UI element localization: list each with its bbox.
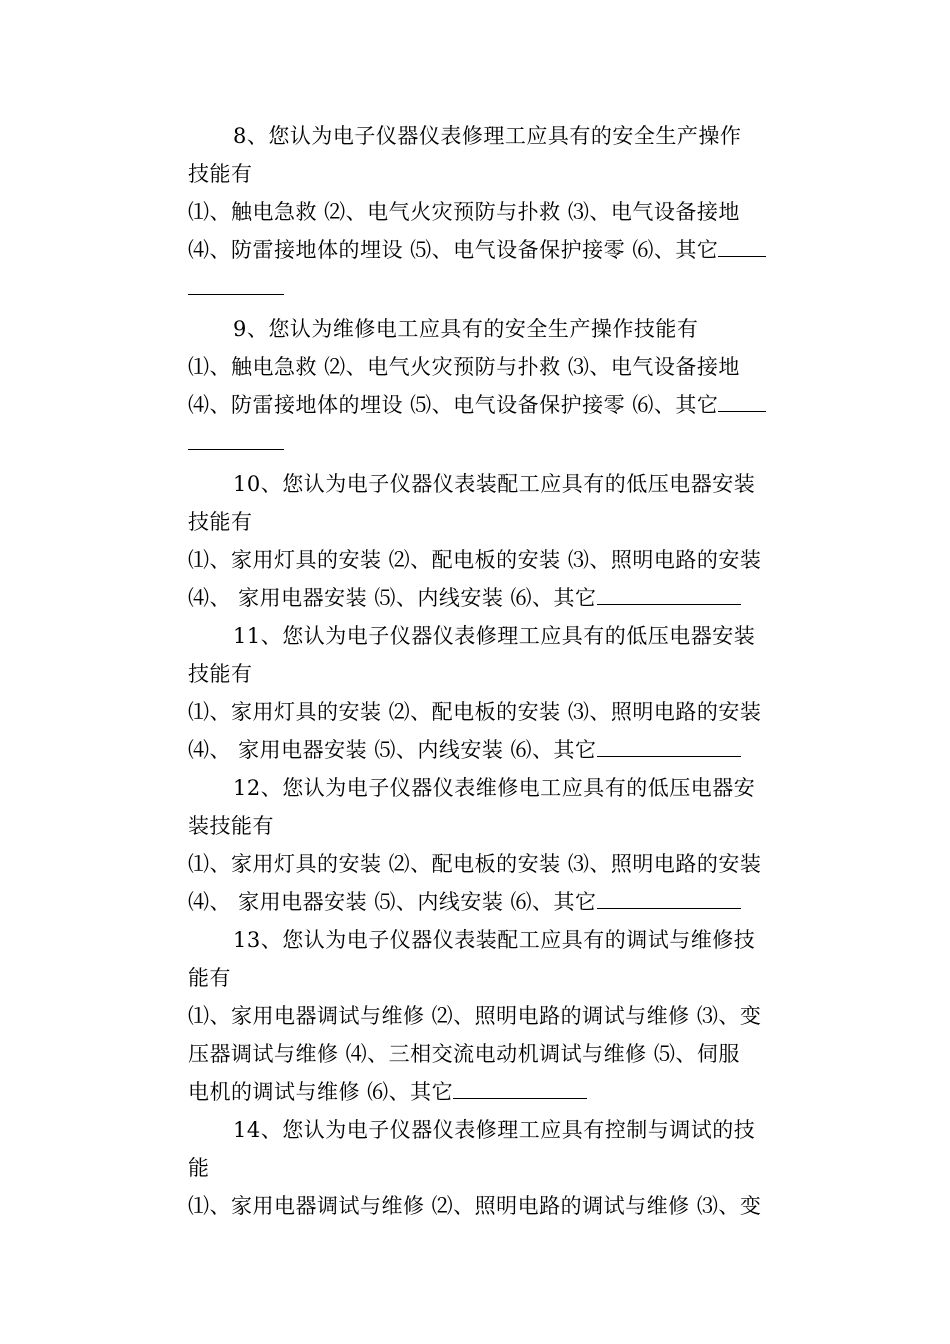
question-11-options-line1: ⑴、家用灯具的安装 ⑵、配电板的安装 ⑶、照明电路的安装 bbox=[188, 700, 762, 724]
answer-blank[interactable] bbox=[718, 236, 766, 257]
question-9-blank-cont bbox=[188, 428, 284, 458]
question-9-options-line2-text: ⑷、防雷接地体的埋设 ⑸、电气设备保护接零 ⑹、其它 bbox=[188, 393, 719, 417]
question-13-options-line3-text: 电机的调试与维修 ⑹、其它 bbox=[188, 1080, 454, 1104]
question-14-options-line1: ⑴、家用电器调试与维修 ⑵、照明电路的调试与维修 ⑶、变 bbox=[188, 1194, 762, 1218]
question-8-text-cont: 技能有 bbox=[188, 162, 253, 186]
question-12-options-line1: ⑴、家用灯具的安装 ⑵、配电板的安装 ⑶、照明电路的安装 bbox=[188, 852, 762, 876]
question-10-options-line1: ⑴、家用灯具的安装 ⑵、配电板的安装 ⑶、照明电路的安装 bbox=[188, 548, 762, 572]
answer-blank[interactable] bbox=[597, 584, 741, 605]
question-9-options-line2 bbox=[188, 390, 766, 420]
question-13-options-line3 bbox=[188, 1077, 587, 1107]
question-8-options-line2-text: ⑷、防雷接地体的埋设 ⑸、电气设备保护接零 ⑹、其它 bbox=[188, 238, 719, 262]
question-13-text: 13、您认为电子仪器仪表装配工应具有的调试与维修技 bbox=[233, 928, 756, 952]
question-10-options-line2-text: ⑷、 家用电器安装 ⑸、内线安装 ⑹、其它 bbox=[188, 586, 597, 610]
question-13-options-line2: 压器调试与维修 ⑷、三相交流电动机调试与维修 ⑸、伺服 bbox=[188, 1042, 740, 1066]
question-8-options-line2 bbox=[188, 235, 766, 265]
question-12-options-line2-text: ⑷、 家用电器安装 ⑸、内线安装 ⑹、其它 bbox=[188, 890, 597, 914]
question-13-options-line1: ⑴、家用电器调试与维修 ⑵、照明电路的调试与维修 ⑶、变 bbox=[188, 1004, 762, 1028]
question-14-text-cont: 能 bbox=[188, 1156, 210, 1180]
question-13-text-cont: 能有 bbox=[188, 966, 231, 990]
answer-blank-cont[interactable] bbox=[188, 429, 284, 450]
question-8-blank-cont bbox=[188, 273, 284, 303]
answer-blank-cont[interactable] bbox=[188, 274, 284, 295]
question-8-options-line1: ⑴、触电急救 ⑵、电气火灾预防与扑救 ⑶、电气设备接地 bbox=[188, 200, 740, 224]
question-11-text: 11、您认为电子仪器仪表修理工应具有的低压电器安装 bbox=[233, 624, 756, 648]
question-10-options-line2 bbox=[188, 583, 741, 613]
question-10-text: 10、您认为电子仪器仪表装配工应具有的低压电器安装 bbox=[233, 472, 756, 496]
answer-blank[interactable] bbox=[597, 736, 741, 757]
question-11-text-cont: 技能有 bbox=[188, 662, 253, 686]
question-9-text: 9、您认为维修电工应具有的安全生产操作技能有 bbox=[233, 317, 699, 341]
question-8-text: 8、您认为电子仪器仪表修理工应具有的安全生产操作 bbox=[233, 124, 742, 148]
question-11-options-line2 bbox=[188, 735, 741, 765]
question-14-text: 14、您认为电子仪器仪表修理工应具有控制与调试的技 bbox=[233, 1118, 756, 1142]
question-12-text: 12、您认为电子仪器仪表维修电工应具有的低压电器安 bbox=[233, 776, 756, 800]
answer-blank[interactable] bbox=[597, 888, 741, 909]
answer-blank[interactable] bbox=[453, 1078, 587, 1099]
question-11-options-line2-text: ⑷、 家用电器安装 ⑸、内线安装 ⑹、其它 bbox=[188, 738, 597, 762]
question-10-text-cont: 技能有 bbox=[188, 510, 253, 534]
question-12-text-cont: 装技能有 bbox=[188, 814, 274, 838]
answer-blank[interactable] bbox=[718, 391, 766, 412]
question-12-options-line2 bbox=[188, 887, 741, 917]
question-9-options-line1: ⑴、触电急救 ⑵、电气火灾预防与扑救 ⑶、电气设备接地 bbox=[188, 355, 740, 379]
